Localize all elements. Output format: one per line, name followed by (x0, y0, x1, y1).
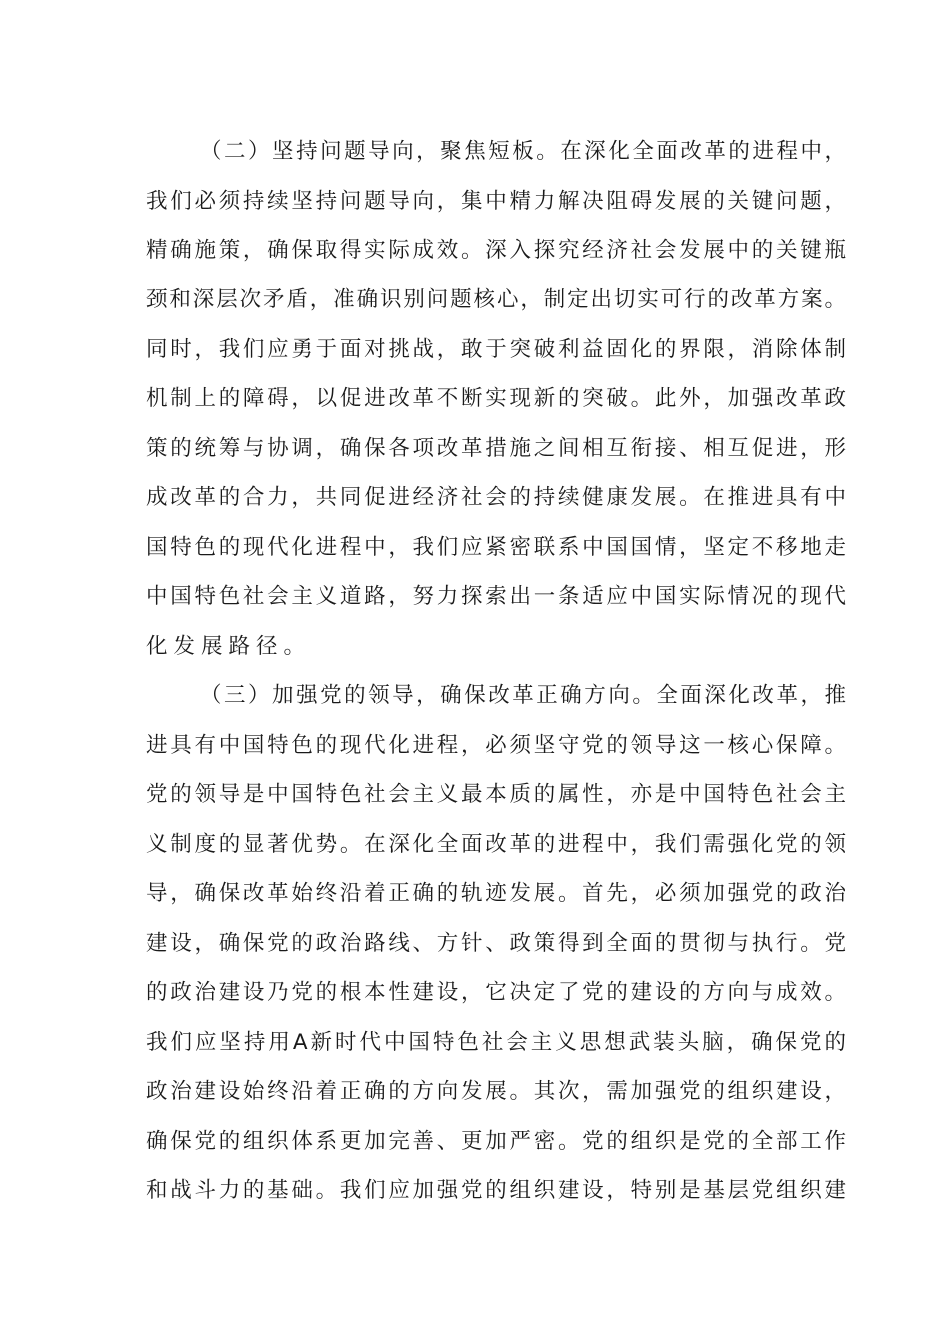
paragraph-3-line-10: 确保党的组织体系更加完善、更加严密。党的组织是党的全部工作 (146, 1129, 846, 1154)
paragraph-2-line-3: 精确施策，确保取得实际成效。深入探究经济社会发展中的关键瓶 (146, 238, 846, 263)
paragraph-3-line-5: 导，确保改革始终沿着正确的轨迹发展。首先，必须加强党的政治 (146, 881, 846, 906)
paragraph-2-line-9: 国特色的现代化进程中，我们应紧密联系中国国情，坚定不移地走 (146, 535, 846, 560)
paragraph-3-line-8: 我们应坚持用A新时代中国特色社会主义思想武装头脑，确保党的 (146, 1030, 846, 1055)
paragraph-2-line-5: 同时，我们应勇于面对挑战，敢于突破利益固化的界限，消除体制 (146, 337, 846, 362)
paragraph-2-line-7: 策的统筹与协调，确保各项改革措施之间相互衔接、相互促进，形 (146, 436, 846, 461)
paragraph-3-line-3: 党的领导是中国特色社会主义最本质的属性，亦是中国特色社会主 (146, 782, 846, 807)
paragraph-3-line-1: （三）加强党的领导，确保改革正确方向。全面深化改革，推 (200, 683, 846, 708)
paragraph-2-line-6: 机制上的障碍，以促进改革不断实现新的突破。此外，加强改革政 (146, 386, 846, 411)
paragraph-2-line-10: 中国特色社会主义道路，努力探索出一条适应中国实际情况的现代 (146, 584, 846, 609)
paragraph-2-line-1: （二）坚持问题导向，聚焦短板。在深化全面改革的进程中， (200, 139, 846, 164)
paragraph-2-line-8: 成改革的合力，共同促进经济社会的持续健康发展。在推进具有中 (146, 485, 846, 510)
paragraph-3-line-9: 政治建设始终沿着正确的方向发展。其次，需加强党的组织建设， (146, 1079, 846, 1104)
paragraph-2-line-2: 我们必须持续坚持问题导向，集中精力解决阻碍发展的关键问题， (146, 189, 846, 214)
paragraph-2-line-4: 颈和深层次矛盾，准确识别问题核心，制定出切实可行的改革方案。 (146, 287, 846, 312)
paragraph-3-line-4: 义制度的显著优势。在深化全面改革的进程中，我们需强化党的领 (146, 832, 846, 857)
paragraph-3-line-6: 建设，确保党的政治路线、方针、政策得到全面的贯彻与执行。党 (146, 931, 846, 956)
paragraph-3-line-2: 进具有中国特色的现代化进程，必须坚守党的领导这一核心保障。 (146, 733, 846, 758)
paragraph-3-line-11: 和战斗力的基础。我们应加强党的组织建设，特别是基层党组织建 (146, 1178, 846, 1203)
paragraph-2-line-11: 化发展路径。 (146, 634, 312, 659)
paragraph-3-line-7: 的政治建设乃党的根本性建设，它决定了党的建设的方向与成效。 (146, 980, 846, 1005)
